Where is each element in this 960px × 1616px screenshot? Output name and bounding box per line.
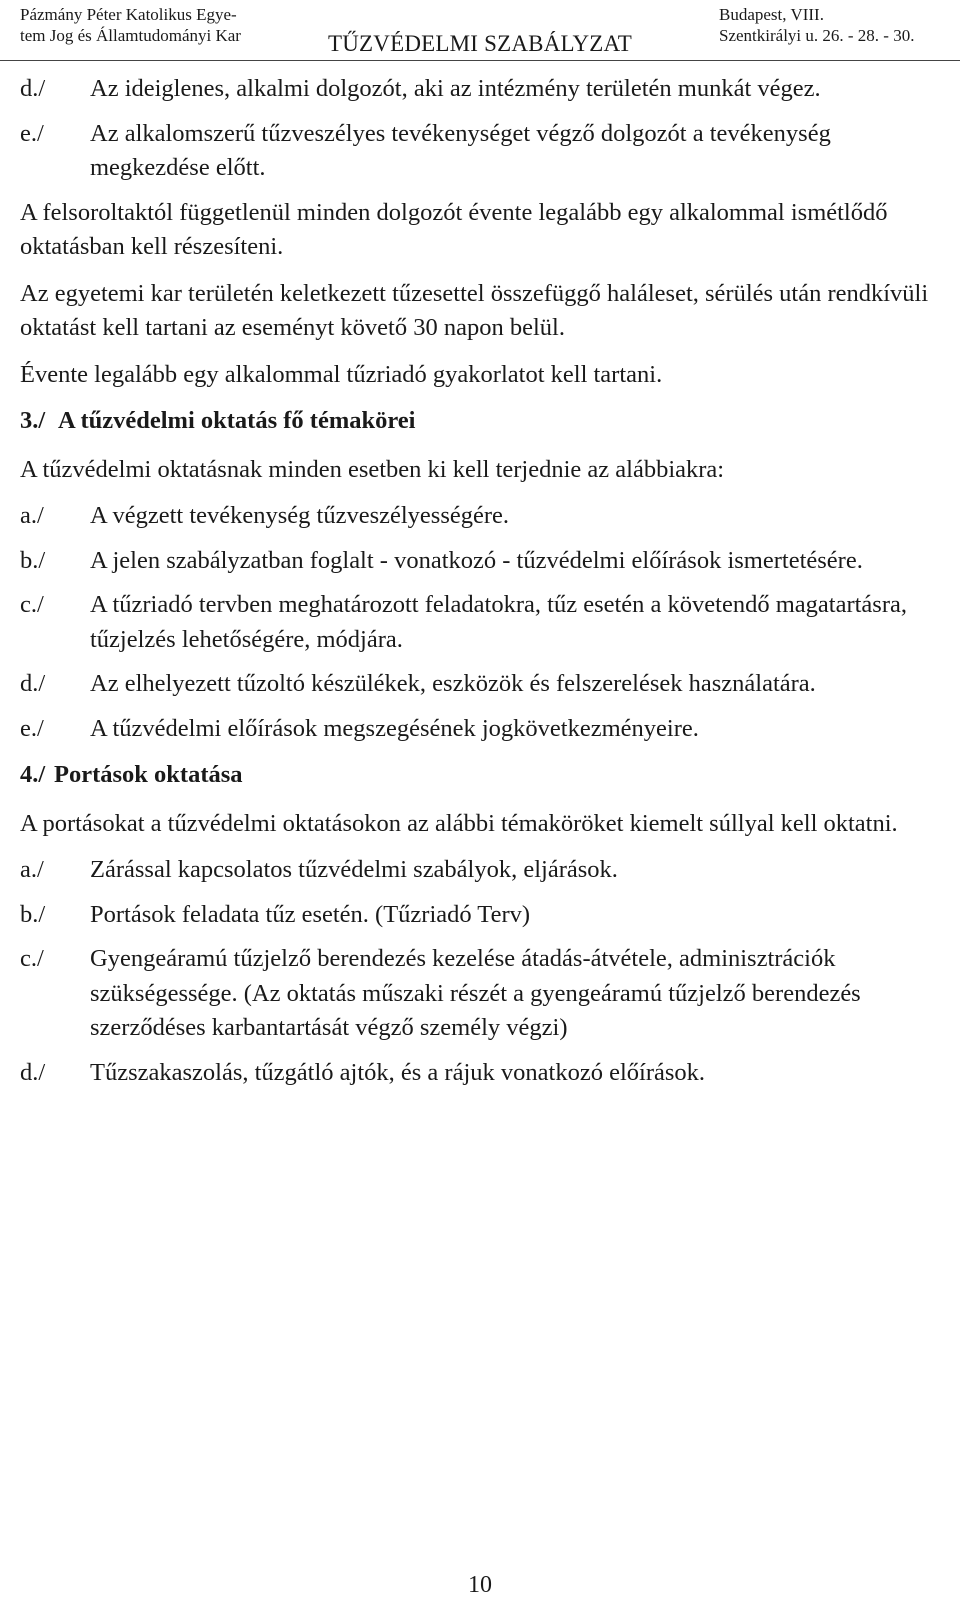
- list-item: [20, 544, 932, 579]
- header-institution-line2: tem Jog és Államtudományi Kar: [20, 26, 241, 45]
- section-number: 4./: [20, 761, 46, 788]
- list-marker: e./: [20, 714, 44, 742]
- section-number: 3./: [20, 407, 46, 434]
- list-item: [20, 898, 932, 933]
- list-item: [20, 588, 932, 657]
- list-marker: d./: [20, 75, 46, 102]
- list-marker: c./: [20, 945, 44, 972]
- section-4-intro: A portásokat a tűzvédelmi oktatásokon az alábbi témaköröket kiemelt súllyal kell oktatni.: [20, 809, 898, 837]
- list-text: Zárással kapcsolatos tűzvédelmi szabályok, eljárások.: [90, 856, 618, 883]
- section-3-intro: A tűzvédelmi oktatásnak minden esetben ki kell terjednie az alábbiakra:: [20, 455, 725, 483]
- list-text: Gyengeáramú tűzjelző berendezés kezelése átadás-átvétele, adminisztrációk szükségessége. (Az oktatás műszaki részét a gyengeáramú tűzjelző berendezés szerződéses karbantartását végző személy végzi): [90, 945, 861, 1041]
- list-item: [20, 1056, 932, 1091]
- list-marker: b./: [20, 900, 46, 928]
- list-marker: d./: [20, 1058, 46, 1086]
- list-text: Az ideiglenes, alkalmi dolgozót, aki az intézmény területén munkát végez.: [90, 75, 821, 102]
- list-text: A jelen szabályzatban foglalt - vonatkozó - tűzvédelmi előírások ismertetésére.: [90, 546, 863, 574]
- header-institution-line1: Pázmány Péter Katolikus Egye-: [20, 5, 237, 24]
- list-item: [20, 667, 932, 702]
- header-address-line2: Szentkirályi u. 26. - 28. - 30.: [719, 26, 915, 45]
- list-item: [20, 853, 932, 888]
- list-text: Portások feladata tűz esetén. (Tűzriadó Terv): [90, 900, 531, 928]
- list-marker: d./: [20, 670, 46, 697]
- list-text: Az alkalomszerű tűzveszélyes tevékenységet végző dolgozót a tevékenység megkezdése előtt.: [90, 119, 831, 181]
- header-divider: [0, 60, 960, 61]
- list-item: [20, 942, 932, 1046]
- header-address-line1: Budapest, VIII.: [719, 5, 824, 24]
- section-3-list: [20, 499, 932, 746]
- section-4-list: [20, 853, 932, 1090]
- list-text: Tűzszakaszolás, tűzgátló ajtók, és a rájuk vonatkozó előírások.: [90, 1058, 706, 1086]
- list-text: Az elhelyezett tűzoltó készülékek, eszközök és felszerelések használatára.: [90, 670, 816, 697]
- section-3-heading: [20, 404, 932, 439]
- header-title: TŰZVÉDELMI SZABÁLYZAT: [327, 31, 633, 56]
- list-marker: c./: [20, 591, 44, 618]
- page-header: [0, 0, 960, 62]
- list-text: A végzett tevékenység tűzveszélyességére.: [90, 502, 510, 529]
- page-number: 10: [468, 1572, 492, 1598]
- section-4-heading: [20, 758, 932, 793]
- list-marker: e./: [20, 119, 44, 147]
- list-text: A tűzvédelmi előírások megszegésének jogkövetkezményeire.: [90, 714, 699, 742]
- list-item-e: [20, 117, 932, 186]
- list-marker: a./: [20, 502, 44, 529]
- paragraph-fire-drill: Évente legalább egy alkalommal tűzriadó gyakorlatot kell tartani.: [20, 360, 663, 388]
- list-marker: a./: [20, 856, 44, 883]
- header-address: [719, 4, 914, 46]
- document-body: [20, 72, 932, 1100]
- list-item-d: [20, 72, 932, 107]
- list-item: [20, 499, 932, 534]
- list-marker: b./: [20, 546, 46, 574]
- list-item: [20, 712, 932, 747]
- list-text: A tűzriadó tervben meghatározott feladatokra, tűz esetén a követendő magatartásra, tűzjelzés lehetőségére, módjára.: [90, 591, 907, 653]
- paragraph-repeat-training: A felsoroltaktól függetlenül minden dolgozót évente legalább egy alkalommal ismétlődő oktatásban kell részesíteni.: [20, 198, 888, 260]
- paragraph-extraordinary-training: Az egyetemi kar területén keletkezett tűzesettel összefüggő haláleset, sérülés után rendkívüli oktatást kell tartani az eseményt követő 30 napon belül.: [20, 279, 929, 341]
- section-title: A tűzvédelmi oktatás fő témakörei: [58, 407, 416, 434]
- section-title: Portások oktatása: [54, 761, 243, 788]
